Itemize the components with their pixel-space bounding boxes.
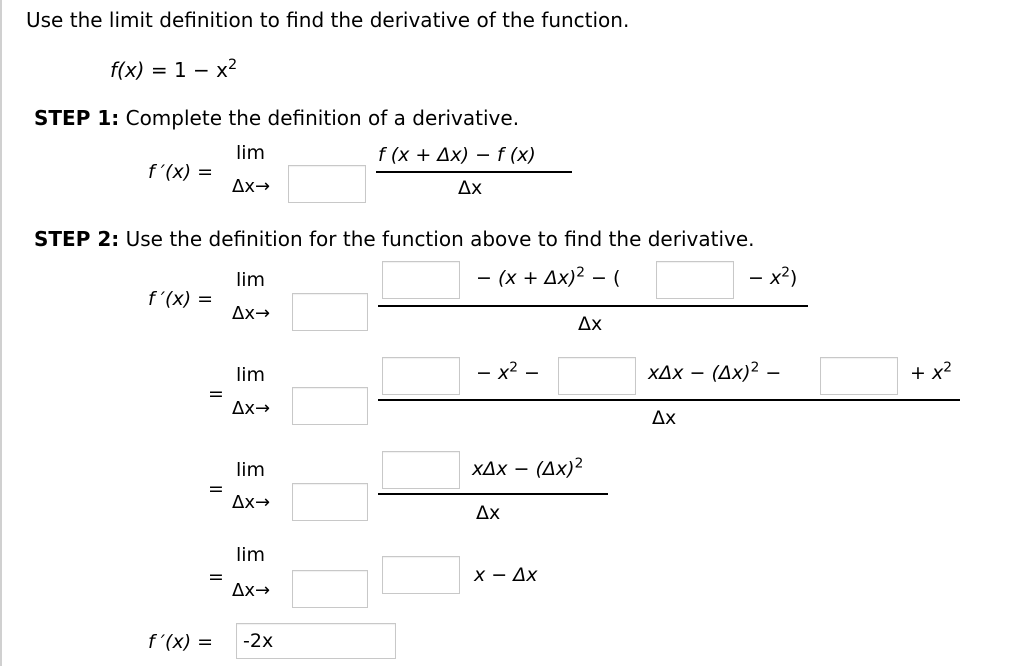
line3-limit-input[interactable] <box>292 483 368 521</box>
step1-heading <box>34 106 519 130</box>
step2-label: STEP 2: <box>34 227 120 251</box>
line4-expr: x − Δx <box>474 564 538 586</box>
function-exponent: 2 <box>228 57 238 74</box>
function-equals: = <box>150 58 168 82</box>
step2-equals: = <box>197 288 214 310</box>
line2-expr-a <box>476 359 540 384</box>
line1-part4: ) <box>789 267 798 289</box>
line4-lim: lim <box>236 544 266 566</box>
line3-arrow: Δx→ <box>232 492 271 513</box>
line2-part2: − <box>523 362 540 384</box>
line2-denominator: Δx <box>652 407 677 429</box>
line1-part3: − x <box>748 267 782 289</box>
line1-expr-a <box>476 264 621 289</box>
line2-numer-input-3[interactable] <box>820 357 898 395</box>
step1-lhs <box>148 161 213 183</box>
line2-fraction-bar <box>378 399 960 401</box>
line1-fraction-bar <box>378 305 808 307</box>
step1-equals: = <box>197 161 214 183</box>
line2-numer-input-1[interactable] <box>382 357 460 395</box>
final-answer-input[interactable]: -2x <box>236 623 396 659</box>
line4-equals: = <box>208 566 224 588</box>
line3-exp: 2 <box>574 455 584 472</box>
line2-exp1: 2 <box>509 359 518 376</box>
line1-arrow: Δx→ <box>232 303 271 324</box>
step2-text: Use the definition for the function above to find the derivative. <box>125 227 755 251</box>
line1-part2: − ( <box>591 267 621 289</box>
line2-part3: xΔx − (Δx) <box>648 362 751 384</box>
line1-exp3: 2 <box>781 264 790 281</box>
step1-denominator: Δx <box>458 177 483 199</box>
line2-limit-input[interactable] <box>292 387 368 425</box>
line2-lim: lim <box>236 364 266 386</box>
line3-expr <box>472 455 584 480</box>
question-prompt: Use the limit definition to find the derivative of the function. <box>26 8 630 32</box>
line2-equals: = <box>208 383 224 405</box>
line2-part5: + x <box>910 362 944 384</box>
step2-lhs-func: f ′(x) <box>148 288 192 310</box>
line2-exp5: 2 <box>943 359 952 376</box>
step1-numerator: f (x + Δx) − f (x) <box>378 144 536 166</box>
line1-numer-input-2[interactable] <box>656 261 734 299</box>
line2-numer-input-2[interactable] <box>558 357 636 395</box>
line2-expr-b <box>648 359 782 384</box>
line2-exp3: 2 <box>750 359 760 376</box>
line4-arrow: Δx→ <box>232 580 271 601</box>
step1-lhs-func: f ′(x) <box>148 161 192 183</box>
line1-denominator: Δx <box>578 313 603 335</box>
final-lhs <box>148 631 213 653</box>
step1-lim: lim <box>236 142 266 164</box>
step1-text: Complete the definition of a derivative. <box>125 106 520 130</box>
line3-lim: lim <box>236 459 266 481</box>
step1-fraction-bar <box>376 171 572 173</box>
line1-expr-b <box>748 264 798 289</box>
line1-exp1: 2 <box>576 264 585 281</box>
step2-lhs <box>148 288 213 310</box>
step1-arrow: Δx→ <box>232 176 271 197</box>
line2-arrow: Δx→ <box>232 398 271 419</box>
step1-limit-input[interactable] <box>288 165 366 203</box>
line4-expr-input[interactable] <box>382 556 460 594</box>
line1-numer-input-1[interactable] <box>382 261 460 299</box>
line4-limit-input[interactable] <box>292 570 368 608</box>
function-definition <box>110 58 237 82</box>
line3-equals: = <box>208 478 224 500</box>
line1-part1: − (x + Δx) <box>476 267 577 289</box>
line2-part1: − x <box>476 362 510 384</box>
step1-label: STEP 1: <box>34 106 120 130</box>
function-lhs: f(x) <box>110 58 145 82</box>
line2-expr-c <box>910 359 952 384</box>
line3-denominator: Δx <box>476 502 501 524</box>
function-rhs: 1 − x <box>173 58 229 82</box>
final-equals: = <box>197 631 214 653</box>
line1-lim: lim <box>236 269 266 291</box>
line2-part4: − <box>765 362 782 384</box>
final-lhs-func: f ′(x) <box>148 631 192 653</box>
step2-heading <box>34 227 755 251</box>
line3-fraction-bar <box>378 493 608 495</box>
line3-numer-input[interactable] <box>382 451 460 489</box>
line3-numer: xΔx − (Δx) <box>472 458 575 480</box>
line1-limit-input[interactable] <box>292 293 368 331</box>
left-border <box>0 0 2 666</box>
